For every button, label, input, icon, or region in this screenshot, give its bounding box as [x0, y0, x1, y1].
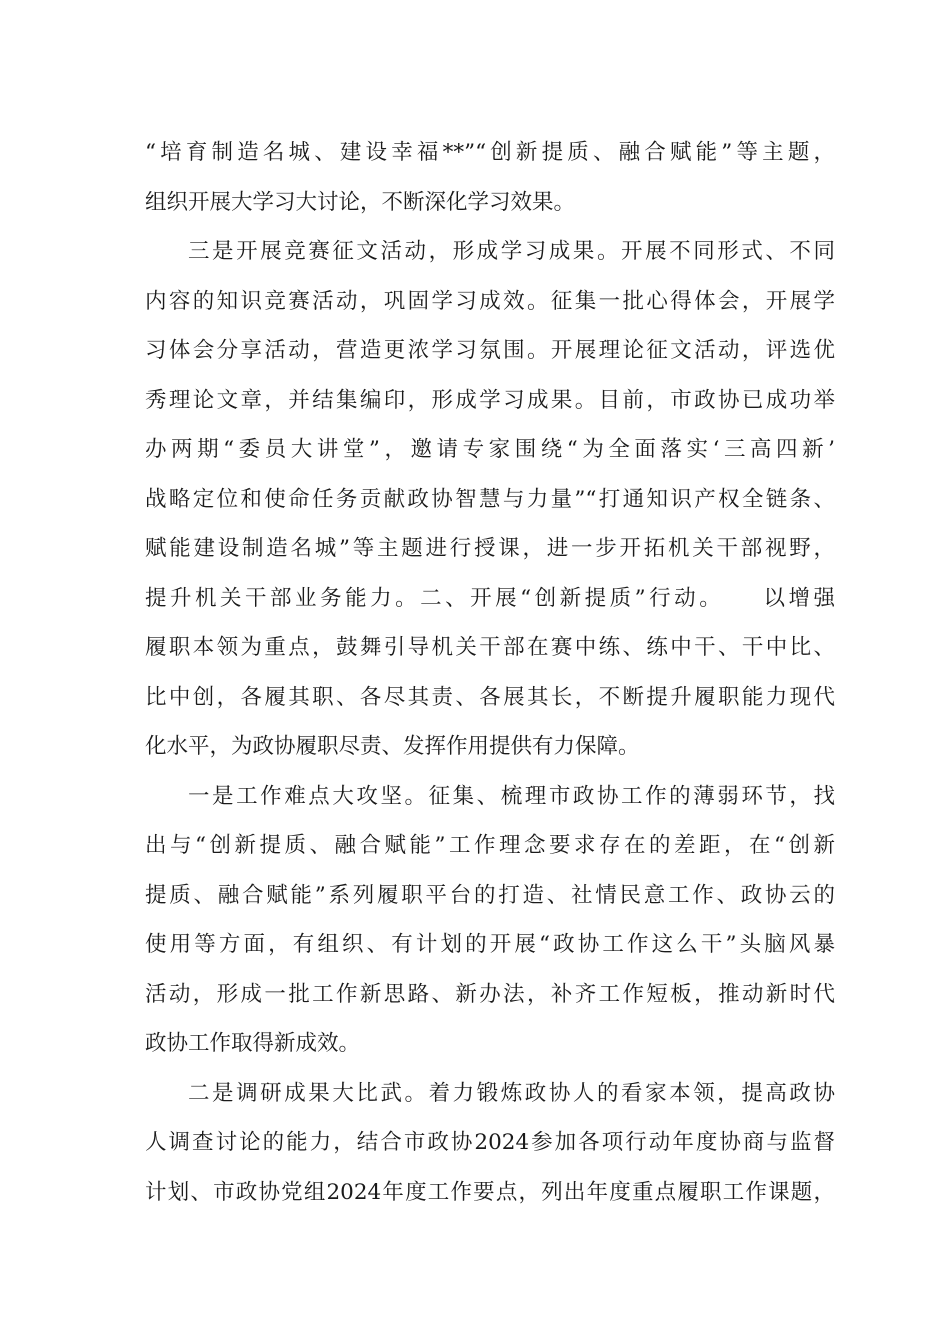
- text-line: 战略定位和使命任务贡献政协智慧与力量”“打通知识产权全链条、: [145, 486, 835, 512]
- text-line: 提质、融合赋能”系列履职平台的打造、社情民意工作、政协云的: [145, 882, 835, 908]
- text-line: 提升机关干部业务能力。二、开展“创新提质”行动。 以增强: [145, 585, 835, 611]
- text-line: 秀理论文章，并结集编印，形成学习成果。目前，市政协已成功举: [145, 387, 835, 413]
- document-body: [145, 128, 835, 1217]
- text-line: 二是调研成果大比武。着力锻炼政协人的看家本领，提高政协: [188, 1080, 835, 1106]
- text-line: 内容的知识竞赛活动，巩固学习成效。征集一批心得体会，开展学: [145, 288, 835, 314]
- text-line: 活动，形成一批工作新思路、新办法，补齐工作短板，推动新时代: [145, 981, 835, 1007]
- text-line: 出与“创新提质、融合赋能”工作理念要求存在的差距，在“创新: [145, 833, 835, 858]
- text-line: 组织开展大学习大讨论，不断深化学习效果。: [145, 189, 576, 215]
- text-line: 人调查讨论的能力，结合市政协2024参加各项行动年度协商与监督: [145, 1130, 835, 1155]
- text-line: 比中创，各履其职、各尽其责、各展其长，不断提升履职能力现代: [145, 684, 835, 710]
- text-line: 赋能建设制造名城”等主题进行授课，进一步开拓机关干部视野，: [145, 536, 835, 561]
- text-line: 政协工作取得新成效。: [145, 1031, 361, 1056]
- text-line: 履职本领为重点，鼓舞引导机关干部在赛中练、练中干、干中比、: [145, 635, 835, 660]
- text-line: 办两期“委员大讲堂”，邀请专家围绕“为全面落实‘三高四新’: [145, 437, 835, 462]
- text-line: 三是开展竞赛征文活动，形成学习成果。开展不同形式、不同: [188, 239, 835, 264]
- text-line: 一是工作难点大攻坚。征集、梳理市政协工作的薄弱环节，找: [188, 783, 835, 809]
- text-line: 习体会分享活动，营造更浓学习氛围。开展理论征文活动，评选优: [145, 338, 835, 363]
- text-line: 使用等方面，有组织、有计划的开展“政协工作这么干”头脑风暴: [145, 932, 835, 957]
- text-line: “培育制造名城、建设幸福**”“创新提质、融合赋能”等主题，: [145, 140, 835, 165]
- text-line: 计划、市政协党组2024年度工作要点，列出年度重点履职工作课题，: [145, 1179, 835, 1205]
- text-line: 化水平，为政协履职尽责、发挥作用提供有力保障。: [145, 734, 640, 759]
